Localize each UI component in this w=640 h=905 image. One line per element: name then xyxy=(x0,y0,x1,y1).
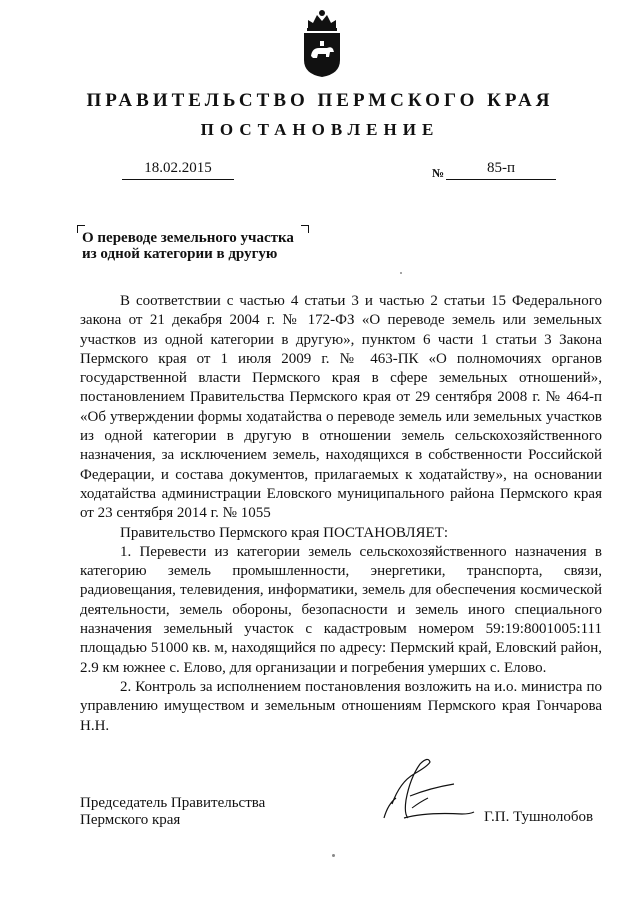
preamble-paragraph: В соответствии с частью 4 статьи 3 и частью 2 статьи 15 Федерального закона от 21 декабря 2004 г. № 172-ФЗ «О переводе земель или земельных участков из одной категории в другую», пунктом 6 части 1 статьи 3 Закона Пермского края от 1 июля 2009 г. № 463-ПК «О полномочиях органов государственной власти Пермского края в сфере земельных отношений», постановлением Правительства Пермского края от 29 сентября 2008 г. № 464-п «Об утверждении формы ходатайства о переводе земель или земельных участков из одной категории в другую в отношении земель сельскохозяйственного назначения, за исключением земель, находящихся в собственности Российской Федерации, и состава документов, прилагаемых к ходатайству», на основании ходатайства администрации Еловского муниципального района Пермского края от 23 сентября 2014 г. № 1055 xyxy=(80,293,602,522)
scan-speck xyxy=(400,272,402,274)
document-subject xyxy=(82,230,312,262)
clause-2-paragraph: 2. Контроль за исполнением постановления возложить на и.о. министра по управлению имуществом и земельным отношениям Пермского края Гончарова Н.Н. xyxy=(80,678,602,734)
organization-title: ПРАВИТЕЛЬСТВО ПЕРМСКОГО КРАЯ xyxy=(86,90,554,111)
signatory-title-line-2: Пермского края xyxy=(80,812,181,828)
subject-line-1: О переводе земельного участка xyxy=(82,230,294,246)
clause-1-paragraph: 1. Перевести из категории земель сельскохозяйственного назначения в категорию земель промышленности, энергетики, транспорта, связи, радиовещания, телевидения, информатики, земель для обеспечения космической деятельности, земель обороны, безопасности и земель иного специального назначения земельный участок с кадастровым номером 59:19:8001005:111 площадью 51000 кв. м, находящийся по адресу: Пермский край, Еловский район, 2.9 км южнее с. Елово, для организации и погребения умерших с. Елово. xyxy=(80,543,602,676)
number-sign: № xyxy=(432,166,445,180)
resolves-paragraph: Правительство Пермского края ПОСТАНОВЛЯЕТ: xyxy=(120,524,449,541)
document-number: 85-п xyxy=(446,160,556,180)
scan-speck xyxy=(332,854,335,857)
signatory-title-line-1: Председатель Правительства xyxy=(80,795,266,811)
document-date: 18.02.2015 xyxy=(122,160,234,180)
document-type: ПОСТАНОВЛЕНИЕ xyxy=(200,120,440,139)
handwritten-signature xyxy=(370,752,482,832)
signatory-title xyxy=(80,795,265,829)
coat-of-arms-emblem xyxy=(300,8,344,78)
signer-name: Г.П. Тушнолобов xyxy=(484,809,594,825)
subject-line-2: из одной категории в другую xyxy=(82,246,278,262)
document-body xyxy=(80,292,602,736)
